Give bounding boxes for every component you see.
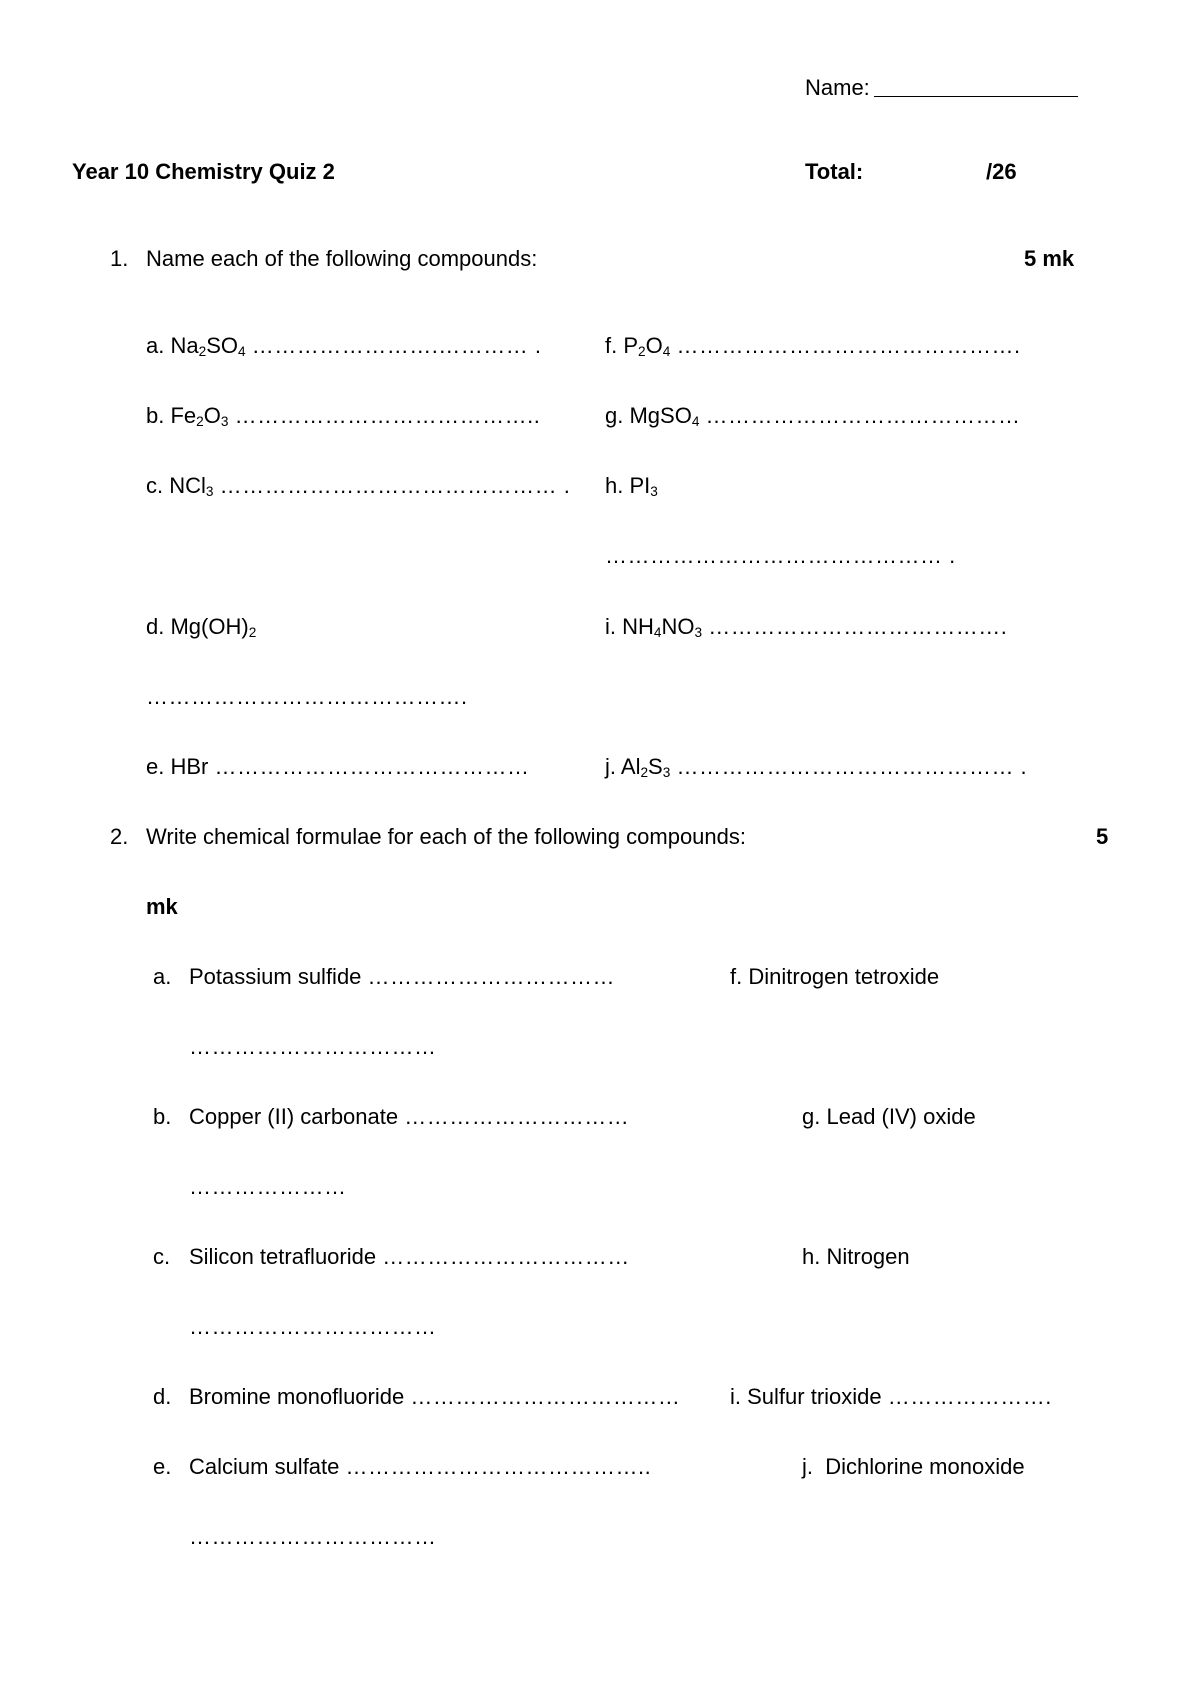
q2-item-e: Calcium sulfate ………………………………….. (189, 1454, 652, 1479)
q1-instruction: Name each of the following compounds: (146, 246, 538, 271)
q2-instruction: Write chemical formulae for each of the following compounds: (146, 824, 746, 849)
q1-item-e: e. HBr …………………………………… (146, 754, 530, 779)
total-label: Total: (805, 159, 864, 184)
q2-item-c-dots: …………………………… (189, 1314, 437, 1339)
q1-item-b: b. $Fe_2O_3$ ………………………………….. (146, 403, 541, 429)
q2-item-b-letter: b. (153, 1104, 172, 1129)
q1-item-f: f. $P_2O_4$ ………………………………………. (605, 333, 1021, 359)
q2-item-d: Bromine monofluoride ……………………………… (189, 1384, 681, 1409)
name-blank-line (874, 78, 1078, 97)
q1-item-g: g. MgSO$_4$ …………………………………… (605, 403, 1021, 429)
q2-item-j: j. Dichlorine monoxide (802, 1454, 1025, 1479)
q1-item-d-dots: ……………………………………. (146, 684, 468, 709)
q2-item-f: f. Dinitrogen tetroxide (730, 964, 940, 989)
q2-number: 2. (110, 824, 129, 849)
q2-item-e-dots: …………………………… (189, 1524, 437, 1549)
q1-item-h: h. $PI_3$ (605, 473, 658, 499)
q1-item-i: i. $NH_4NO_3$ …………………………………. (605, 614, 1008, 640)
q2-item-d-letter: d. (153, 1384, 172, 1409)
q2-item-a: Potassium sulfide …………………………… (189, 964, 616, 989)
name-field (805, 77, 1078, 99)
q1-item-d: d. $Mg(OH)_2$ (146, 614, 257, 640)
q2-marks-unit: mk (146, 894, 178, 919)
page-title: Year 10 Chemistry Quiz 2 (72, 159, 335, 184)
q2-item-h: h. Nitrogen (802, 1244, 910, 1269)
q2-item-b: Copper (II) carbonate ………………………… (189, 1104, 630, 1129)
q2-item-c: Silicon tetrafluoride …………………………… (189, 1244, 630, 1269)
q1-item-h-dots: ……………………………………… . (605, 543, 956, 568)
q2-item-c-letter: c. (153, 1244, 171, 1269)
q1-marks: 5 mk (1024, 246, 1075, 271)
q2-item-a-dots: …………………………… (189, 1034, 437, 1059)
q1-number: 1. (110, 246, 129, 271)
q2-item-a-letter: a. (153, 964, 172, 989)
q2-marks-number: 5 (1096, 824, 1109, 849)
q1-item-j: j. $Al_2S_3$ ……………………………………… . (605, 754, 1028, 780)
name-label: Name: (805, 75, 870, 100)
q2-item-e-letter: e. (153, 1454, 172, 1479)
total-value: /26 (986, 159, 1017, 184)
q1-item-a: a. $Na_2SO_4$ …………………….………… . (146, 333, 542, 359)
q2-item-b-dots: ………………… (189, 1174, 347, 1199)
q2-item-i: i. Sulfur trioxide …………………. (730, 1384, 1052, 1409)
q2-item-g: g. Lead (IV) oxide (802, 1104, 976, 1129)
q1-item-c: c. NCl$_3$ ……………………………………… . (146, 473, 571, 499)
